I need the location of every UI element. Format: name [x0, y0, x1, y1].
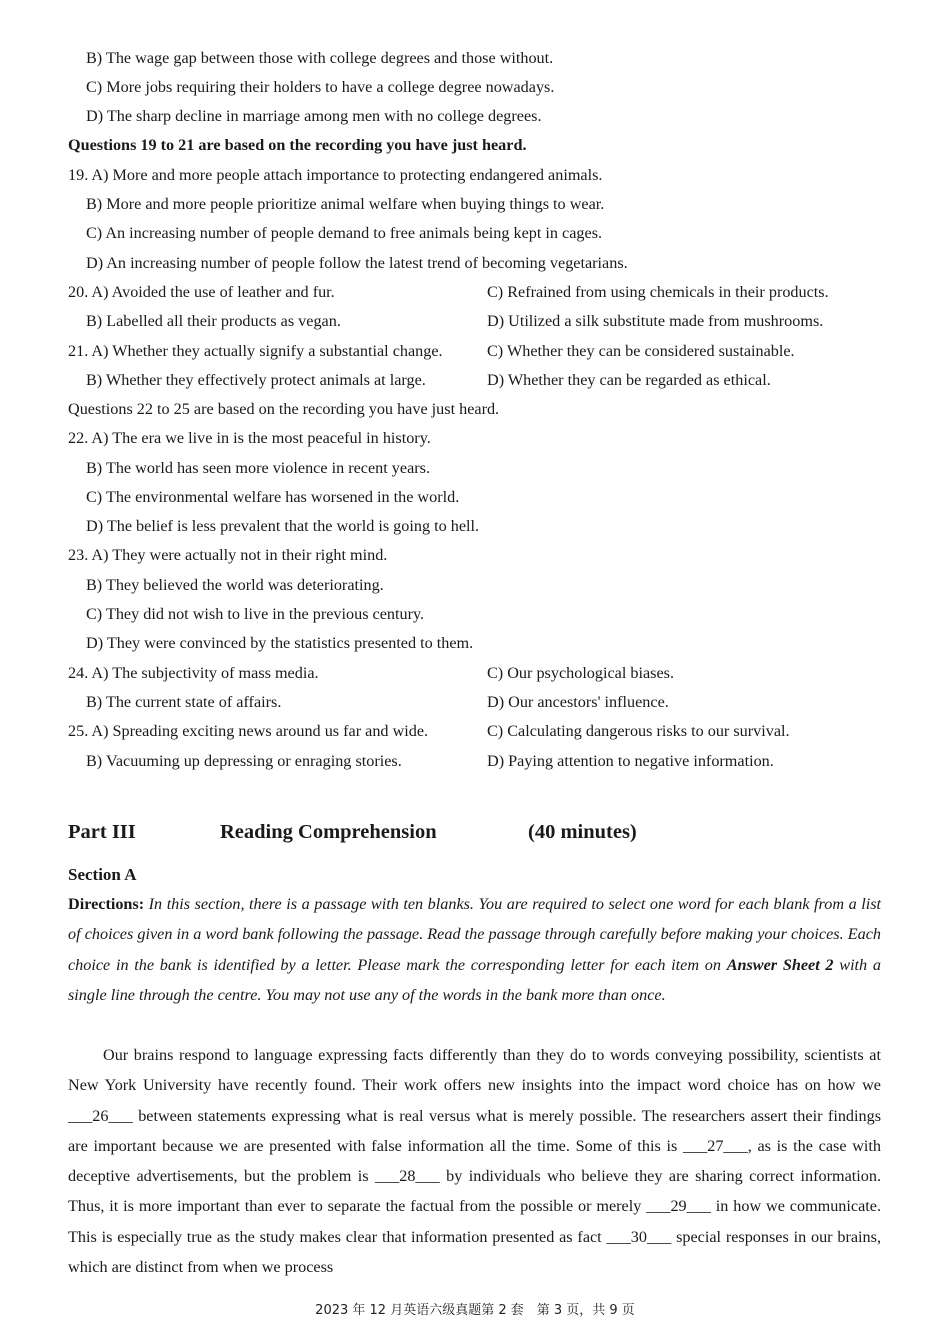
q24-option-c: C) Our psychological biases. — [487, 664, 675, 682]
q25-option-b: B) Vacuuming up depressing or enraging stories. — [86, 752, 402, 770]
q21-option-c: C) Whether they can be considered sustainable. — [487, 342, 795, 360]
q20-option-b: B) Labelled all their products as vegan. — [86, 312, 341, 330]
part-time: (40 minutes) — [528, 821, 637, 843]
q22-option-b: B) The world has seen more violence in recent years. — [86, 459, 431, 477]
q19-option-c: C) An increasing number of people demand to free animals being kept in cages. — [86, 224, 603, 242]
section-title: Section A — [68, 865, 137, 884]
q23-option-c: C) They did not wish to live in the previous century. — [86, 605, 425, 623]
part-label: Part III — [68, 821, 136, 843]
answer-sheet-label: Answer Sheet 2 — [726, 955, 834, 974]
q21-option-d: D) Whether they can be regarded as ethical. — [487, 371, 771, 389]
directions-label: Directions: — [68, 895, 145, 913]
q22-option-d: D) The belief is less prevalent that the world is going to hell. — [86, 517, 480, 535]
q24-option-a: 24. A) The subjectivity of mass media. — [68, 664, 319, 682]
directions-text-2: with a single line through the centre. You may not use any of the words in the bank more than once. — [68, 955, 881, 1004]
passage: Our brains respond to language expressing facts differently than they do to words conveying possibility, scientists at New York University have recently found. Their work offers new insights into the impact word choice has on how we ___26___ between statements expressing what is real versus what is merely possible. The researchers assert their findings are important because we are presented with false information all the time. Some of this is ___27___, as is the case with deceptive advertisements, but the problem is ___28___ by individuals who believe they are sharing correct information. Thus, it is more important than ever to separate the factual from the possible or merely ___29___ in how we communicate. This is especially true as the study makes clear that information presented as fact ___30___ special responses in our brains, which are distinct from when we process — [68, 1046, 881, 1277]
q22-option-c: C) The environmental welfare has worsened in the world. — [86, 488, 460, 506]
q25-option-c: C) Calculating dangerous risks to our survival. — [487, 722, 790, 740]
q20-option-d: D) Utilized a silk substitute made from mushrooms. — [487, 312, 824, 330]
q21-option-a: 21. A) Whether they actually signify a substantial change. — [68, 342, 443, 360]
q25-option-a: 25. A) Spreading exciting news around us far and wide. — [68, 722, 429, 740]
q22-option-a: 22. A) The era we live in is the most peaceful in history. — [68, 429, 431, 447]
q19-option-a: 19. A) More and more people attach importance to protecting endangered animals. — [68, 166, 603, 184]
q23-option-b: B) They believed the world was deteriorating. — [86, 576, 384, 594]
q23-option-d: D) They were convinced by the statistics presented to them. — [86, 634, 474, 652]
q22-25-intro: Questions 22 to 25 are based on the recording you have just heard. — [68, 400, 500, 418]
q20-option-c: C) Refrained from using chemicals in their products. — [487, 283, 829, 301]
q24-option-d: D) Our ancestors' influence. — [487, 693, 669, 711]
q21-option-b: B) Whether they effectively protect animals at large. — [86, 371, 426, 389]
q19-option-b: B) More and more people prioritize animal welfare when buying things to wear. — [86, 195, 605, 213]
q20-option-a: 20. A) Avoided the use of leather and fur. — [68, 283, 335, 301]
q23-option-a: 23. A) They were actually not in their right mind. — [68, 546, 388, 564]
q19-21-intro: Questions 19 to 21 are based on the recording you have just heard. — [68, 136, 527, 154]
directions-text-1: In this section, there is a passage with ten blanks. You are required to select one word for each blank from a list of choices given in a word bank following the passage. Read the passage through carefully before making your choices. Each choice in the bank is identified by a letter. Please mark the corresponding letter for each item on — [68, 895, 881, 974]
q18-option-b: B) The wage gap between those with college degrees and those without. — [86, 49, 554, 67]
q18-option-d: D) The sharp decline in marriage among men with no college degrees. — [86, 107, 542, 125]
directions — [68, 889, 881, 1010]
q19-option-d: D) An increasing number of people follow the latest trend of becoming vegetarians. — [86, 254, 628, 272]
q18-option-c: C) More jobs requiring their holders to have a college degree nowadays. — [86, 78, 555, 96]
page-footer: 2023 年 12 月英语六级真题第 2 套 第 3 页，共 9 页 — [315, 1303, 635, 1318]
q25-option-d: D) Paying attention to negative information. — [487, 752, 774, 770]
part-title: Reading Comprehension — [220, 821, 437, 843]
q24-option-b: B) The current state of affairs. — [86, 693, 282, 711]
